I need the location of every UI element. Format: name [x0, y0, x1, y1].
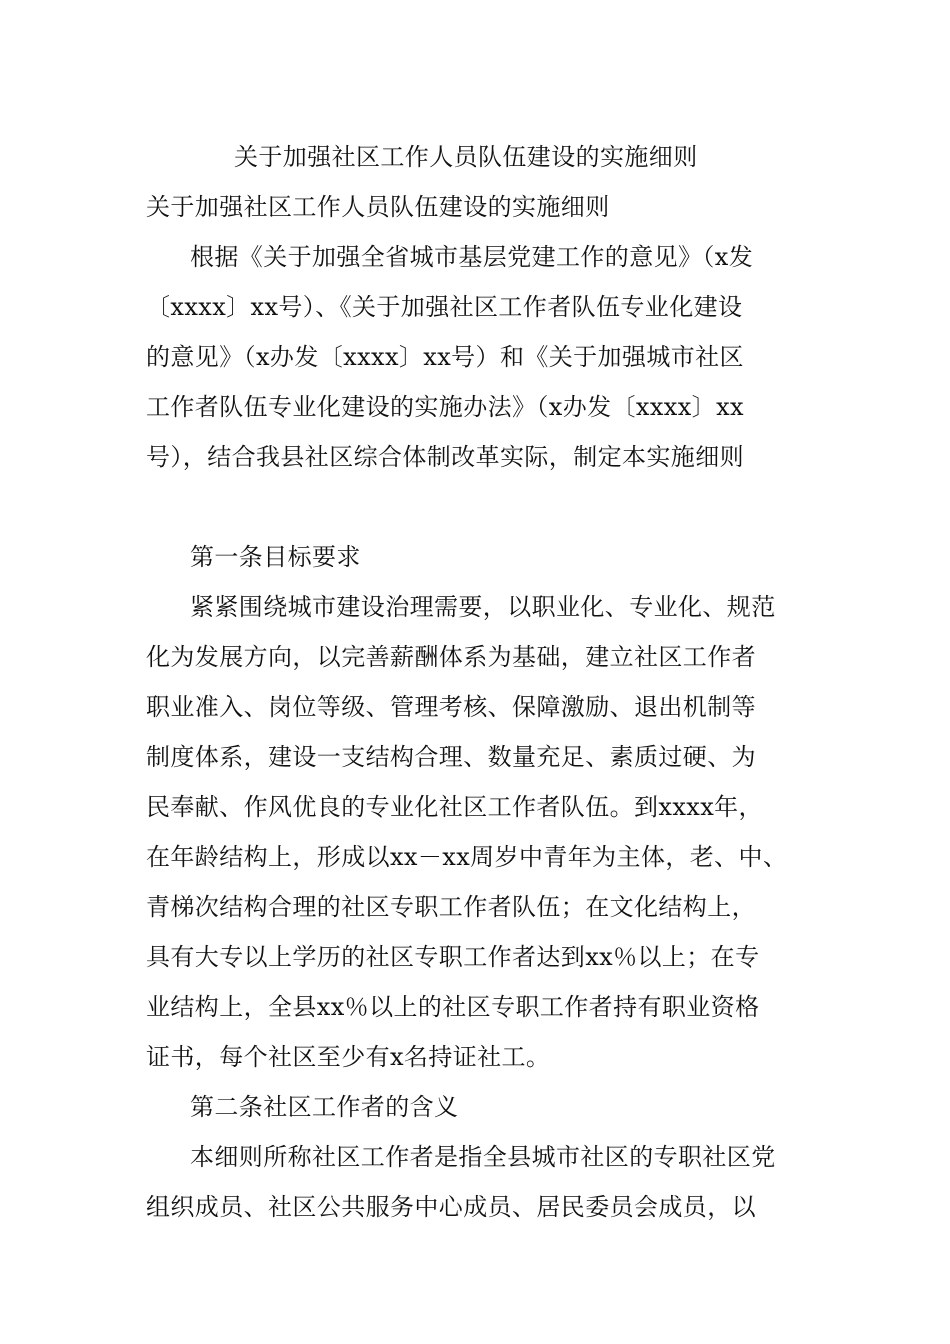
article1-line: 紧紧围绕城市建设治理需要，以职业化、专业化、规范 — [190, 593, 776, 621]
document-body — [146, 132, 822, 1232]
article1-line: 化为发展方向，以完善薪酬体系为基础，建立社区工作者 — [146, 643, 756, 671]
article1-line: 具有大专以上学历的社区专职工作者达到xx％以上；在专 — [146, 943, 760, 971]
intro-line: 工作者队伍专业化建设的实施办法》（x办发〔xxxx〕xx — [146, 393, 744, 421]
article1-line: 制度体系，建设一支结构合理、数量充足、素质过硬、为 — [146, 743, 756, 771]
article1-line: 民奉献、作风优良的专业化社区工作者队伍。到xxxx年， — [146, 793, 763, 821]
article2-line: 组织成员、社区公共服务中心成员、居民委员会成员，以 — [146, 1193, 756, 1221]
document-subtitle: 关于加强社区工作人员队伍建设的实施细则 — [146, 193, 610, 221]
article1-line: 青梯次结构合理的社区专职工作者队伍；在文化结构上， — [146, 893, 756, 921]
paragraph-spacer — [146, 482, 822, 532]
article2-heading: 第二条社区工作者的含义 — [190, 1093, 459, 1121]
article1-line: 在年龄结构上，形成以xx－xx周岁中青年为主体，老、中、 — [146, 843, 788, 871]
intro-line: 根据《关于加强全省城市基层党建工作的意见》（x发 — [190, 243, 754, 271]
article1-line: 业结构上，全县xx％以上的社区专职工作者持有职业资格 — [146, 993, 760, 1021]
article1-line: 证书，每个社区至少有x名持证社工。 — [146, 1043, 551, 1071]
intro-line: 的意见》（x办发〔xxxx〕xx号）和《关于加强城市社区 — [146, 343, 744, 371]
intro-line: 号），结合我县社区综合体制改革实际，制定本实施细则 — [146, 443, 744, 471]
article1-line: 职业准入、岗位等级、管理考核、保障激励、退出机制等 — [146, 693, 756, 721]
intro-line: 〔xxxx〕xx号）、《关于加强社区工作者队伍专业化建设 — [146, 293, 743, 321]
document-title: 关于加强社区工作人员队伍建设的实施细则 — [234, 143, 698, 171]
article2-line: 本细则所称社区工作者是指全县城市社区的专职社区党 — [190, 1143, 776, 1171]
article1-heading: 第一条目标要求 — [190, 543, 361, 571]
